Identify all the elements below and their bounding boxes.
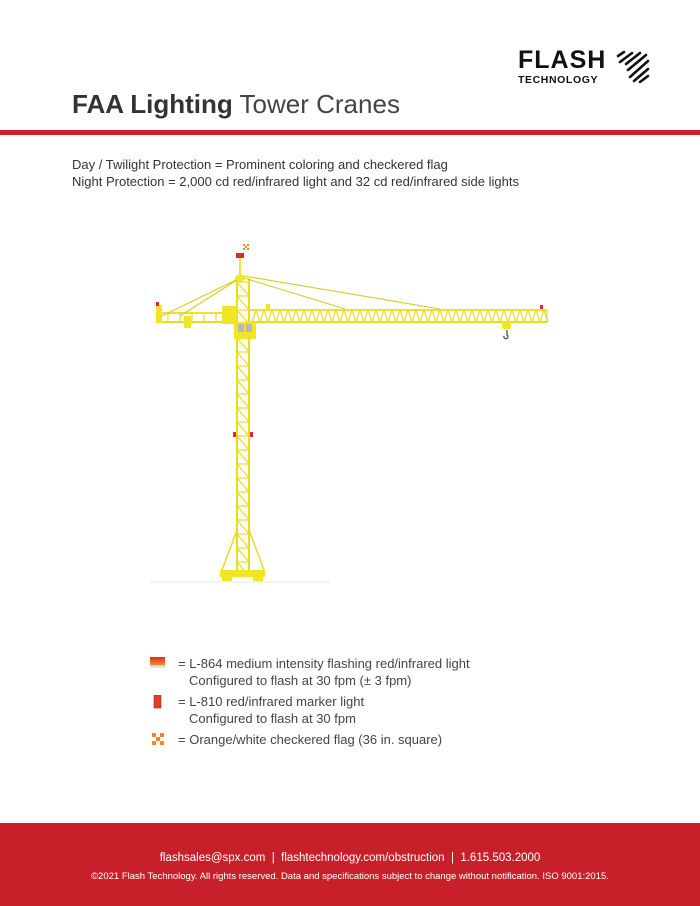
lattice-member [237, 478, 249, 492]
lattice-member [284, 310, 288, 322]
legend-item-flag [150, 731, 470, 748]
legend-flag-text: = Orange/white checkered flag (36 in. square) [178, 732, 443, 747]
legend [150, 655, 470, 752]
cab-window-right [246, 324, 252, 332]
l864-light-icon [150, 657, 166, 669]
legend-l864-text: = L-864 medium intensity flashing red/infrared light [178, 656, 470, 671]
lattice-member [416, 310, 420, 322]
legend-item-l864 [150, 655, 470, 689]
lattice-member [420, 310, 424, 322]
lattice-member [400, 310, 404, 322]
lattice-member [444, 310, 448, 322]
lattice-member [488, 310, 492, 322]
lattice-member [308, 310, 312, 322]
lattice-member [500, 310, 504, 322]
lattice-member [460, 310, 464, 322]
lattice-member [260, 310, 264, 322]
counter-jib-block [184, 316, 191, 328]
lattice-member [480, 310, 484, 322]
lattice-member [237, 520, 249, 534]
l864-light-top [236, 253, 244, 258]
lattice-member [524, 310, 528, 322]
lattice-member [432, 310, 436, 322]
lattice-member [237, 338, 249, 352]
counter-jib-end [156, 305, 162, 323]
lattice-member [520, 310, 524, 322]
lattice-member [408, 310, 412, 322]
l810-light-mast-right [250, 432, 253, 437]
lattice-member [332, 310, 336, 322]
checkered-flag-icon [150, 733, 166, 745]
lattice-member [392, 310, 396, 322]
jib-block [266, 304, 270, 310]
lattice-member [237, 464, 249, 478]
lattice-member [456, 310, 460, 322]
lattice-member [496, 310, 500, 322]
lattice-member [276, 310, 280, 322]
lattice-member [320, 310, 324, 322]
lattice-member [436, 310, 440, 322]
lattice-member [376, 310, 380, 322]
lattice-member [508, 310, 512, 322]
lattice-member [536, 310, 540, 322]
apex [235, 275, 245, 282]
lattice-member [532, 310, 536, 322]
lattice-member [352, 310, 356, 322]
lattice-member [292, 310, 296, 322]
lattice-member [476, 310, 480, 322]
lattice-member [424, 310, 428, 322]
separator: | [271, 852, 275, 864]
lattice-member [368, 310, 372, 322]
lattice-member [237, 394, 249, 408]
title-rest: Tower Cranes [239, 89, 400, 119]
lattice-member [396, 310, 400, 322]
night-protection-text: Night Protection = 2,000 cd red/infrared light and 32 cd red/infrared side lights [72, 174, 519, 189]
lattice-member [404, 310, 408, 322]
lattice-member [312, 310, 316, 322]
lattice-member [348, 310, 352, 322]
lattice-member [288, 310, 292, 322]
footer [0, 823, 700, 906]
crane-parts [156, 258, 511, 581]
legend-l864-detail: Configured to flash at 30 fpm (± 3 fpm) [189, 673, 412, 688]
lattice-member [300, 310, 304, 322]
lattice-member [237, 492, 249, 506]
lattice-member [364, 310, 368, 322]
lattice-member [516, 310, 520, 322]
lattice-member [440, 310, 444, 322]
lattice-member [324, 310, 328, 322]
lattice-member [336, 310, 340, 322]
lattice-member [237, 450, 249, 464]
l810-light-mast-left [233, 432, 236, 437]
lattice-member [484, 310, 488, 322]
lattice-member [237, 296, 249, 310]
lattice-member [237, 366, 249, 380]
lattice-member [504, 310, 508, 322]
crane-lattice [160, 278, 548, 576]
footer-contact [0, 852, 700, 864]
footer-email-link[interactable]: flashsales@spx.com [159, 852, 266, 864]
legend-l810-text: = L-810 red/infrared marker light [178, 694, 365, 709]
lattice-member [237, 534, 249, 548]
footer-website-link[interactable]: flashtechnology.com/obstruction [281, 852, 445, 864]
counterweight [222, 306, 237, 324]
lattice-member [296, 310, 300, 322]
lattice-member [468, 310, 472, 322]
lattice-member [237, 352, 249, 366]
hook-icon [504, 330, 508, 339]
lattice-member [304, 310, 308, 322]
lattice-member [372, 310, 376, 322]
lattice-member [237, 408, 249, 422]
logo-word: FLASH [518, 46, 607, 74]
logo-subtitle: TECHNOLOGY [518, 74, 599, 86]
footer-phone: 1.615.503.2000 [460, 852, 541, 864]
lattice-member [237, 422, 249, 436]
lattice-member [280, 310, 284, 322]
lattice-member [452, 310, 456, 322]
lattice-member [237, 436, 249, 450]
crane-base [220, 570, 265, 577]
lattice-member [237, 506, 249, 520]
lattice-member [412, 310, 416, 322]
lattice-member [448, 310, 452, 322]
lattice-member [316, 310, 320, 322]
lattice-member [464, 310, 468, 322]
lattice-member [344, 310, 348, 322]
cab-window-left [238, 324, 244, 332]
lattice-member [237, 282, 249, 296]
lattice-member [268, 310, 272, 322]
checkered-flag [243, 244, 249, 250]
lattice-member [222, 530, 237, 570]
legend-item-l810 [150, 693, 470, 727]
lattice-member [264, 310, 268, 322]
lattice-member [237, 380, 249, 394]
lattice-member [384, 310, 388, 322]
lattice-member [428, 310, 432, 322]
l810-light-icon [150, 695, 166, 709]
lattice-member [256, 310, 260, 322]
legend-l810-detail: Configured to flash at 30 fpm [189, 711, 356, 726]
base-foot-right [253, 577, 263, 581]
lattice-member [528, 310, 532, 322]
lattice-member [360, 310, 364, 322]
lattice-member [356, 310, 360, 322]
lattice-member [540, 310, 544, 322]
lattice-member [492, 310, 496, 322]
lattice-member [249, 530, 264, 570]
l810-light-counter-jib [156, 302, 159, 306]
operator-cab [234, 322, 256, 339]
lattice-member [272, 310, 276, 322]
lattice-member [237, 310, 249, 324]
lattice-member [380, 310, 384, 322]
lattice-member [237, 548, 249, 562]
lattice-member [328, 310, 332, 322]
footer-legal: ©2021 Flash Technology. All rights reserved. Data and specifications subject to change without notification. ISO 9001:2015. [91, 871, 609, 882]
lattice-member [512, 310, 516, 322]
base-foot-left [222, 577, 232, 581]
lattice-member [472, 310, 476, 322]
lattice-member [252, 310, 256, 322]
separator: | [450, 852, 454, 864]
day-protection-text: Day / Twilight Protection = Prominent coloring and checkered flag [72, 157, 448, 172]
l810-light-jib-tip [540, 305, 543, 309]
lattice-member [388, 310, 392, 322]
title-bold: FAA Lighting [72, 89, 233, 119]
lattice-member [340, 310, 344, 322]
trolley [502, 321, 511, 329]
